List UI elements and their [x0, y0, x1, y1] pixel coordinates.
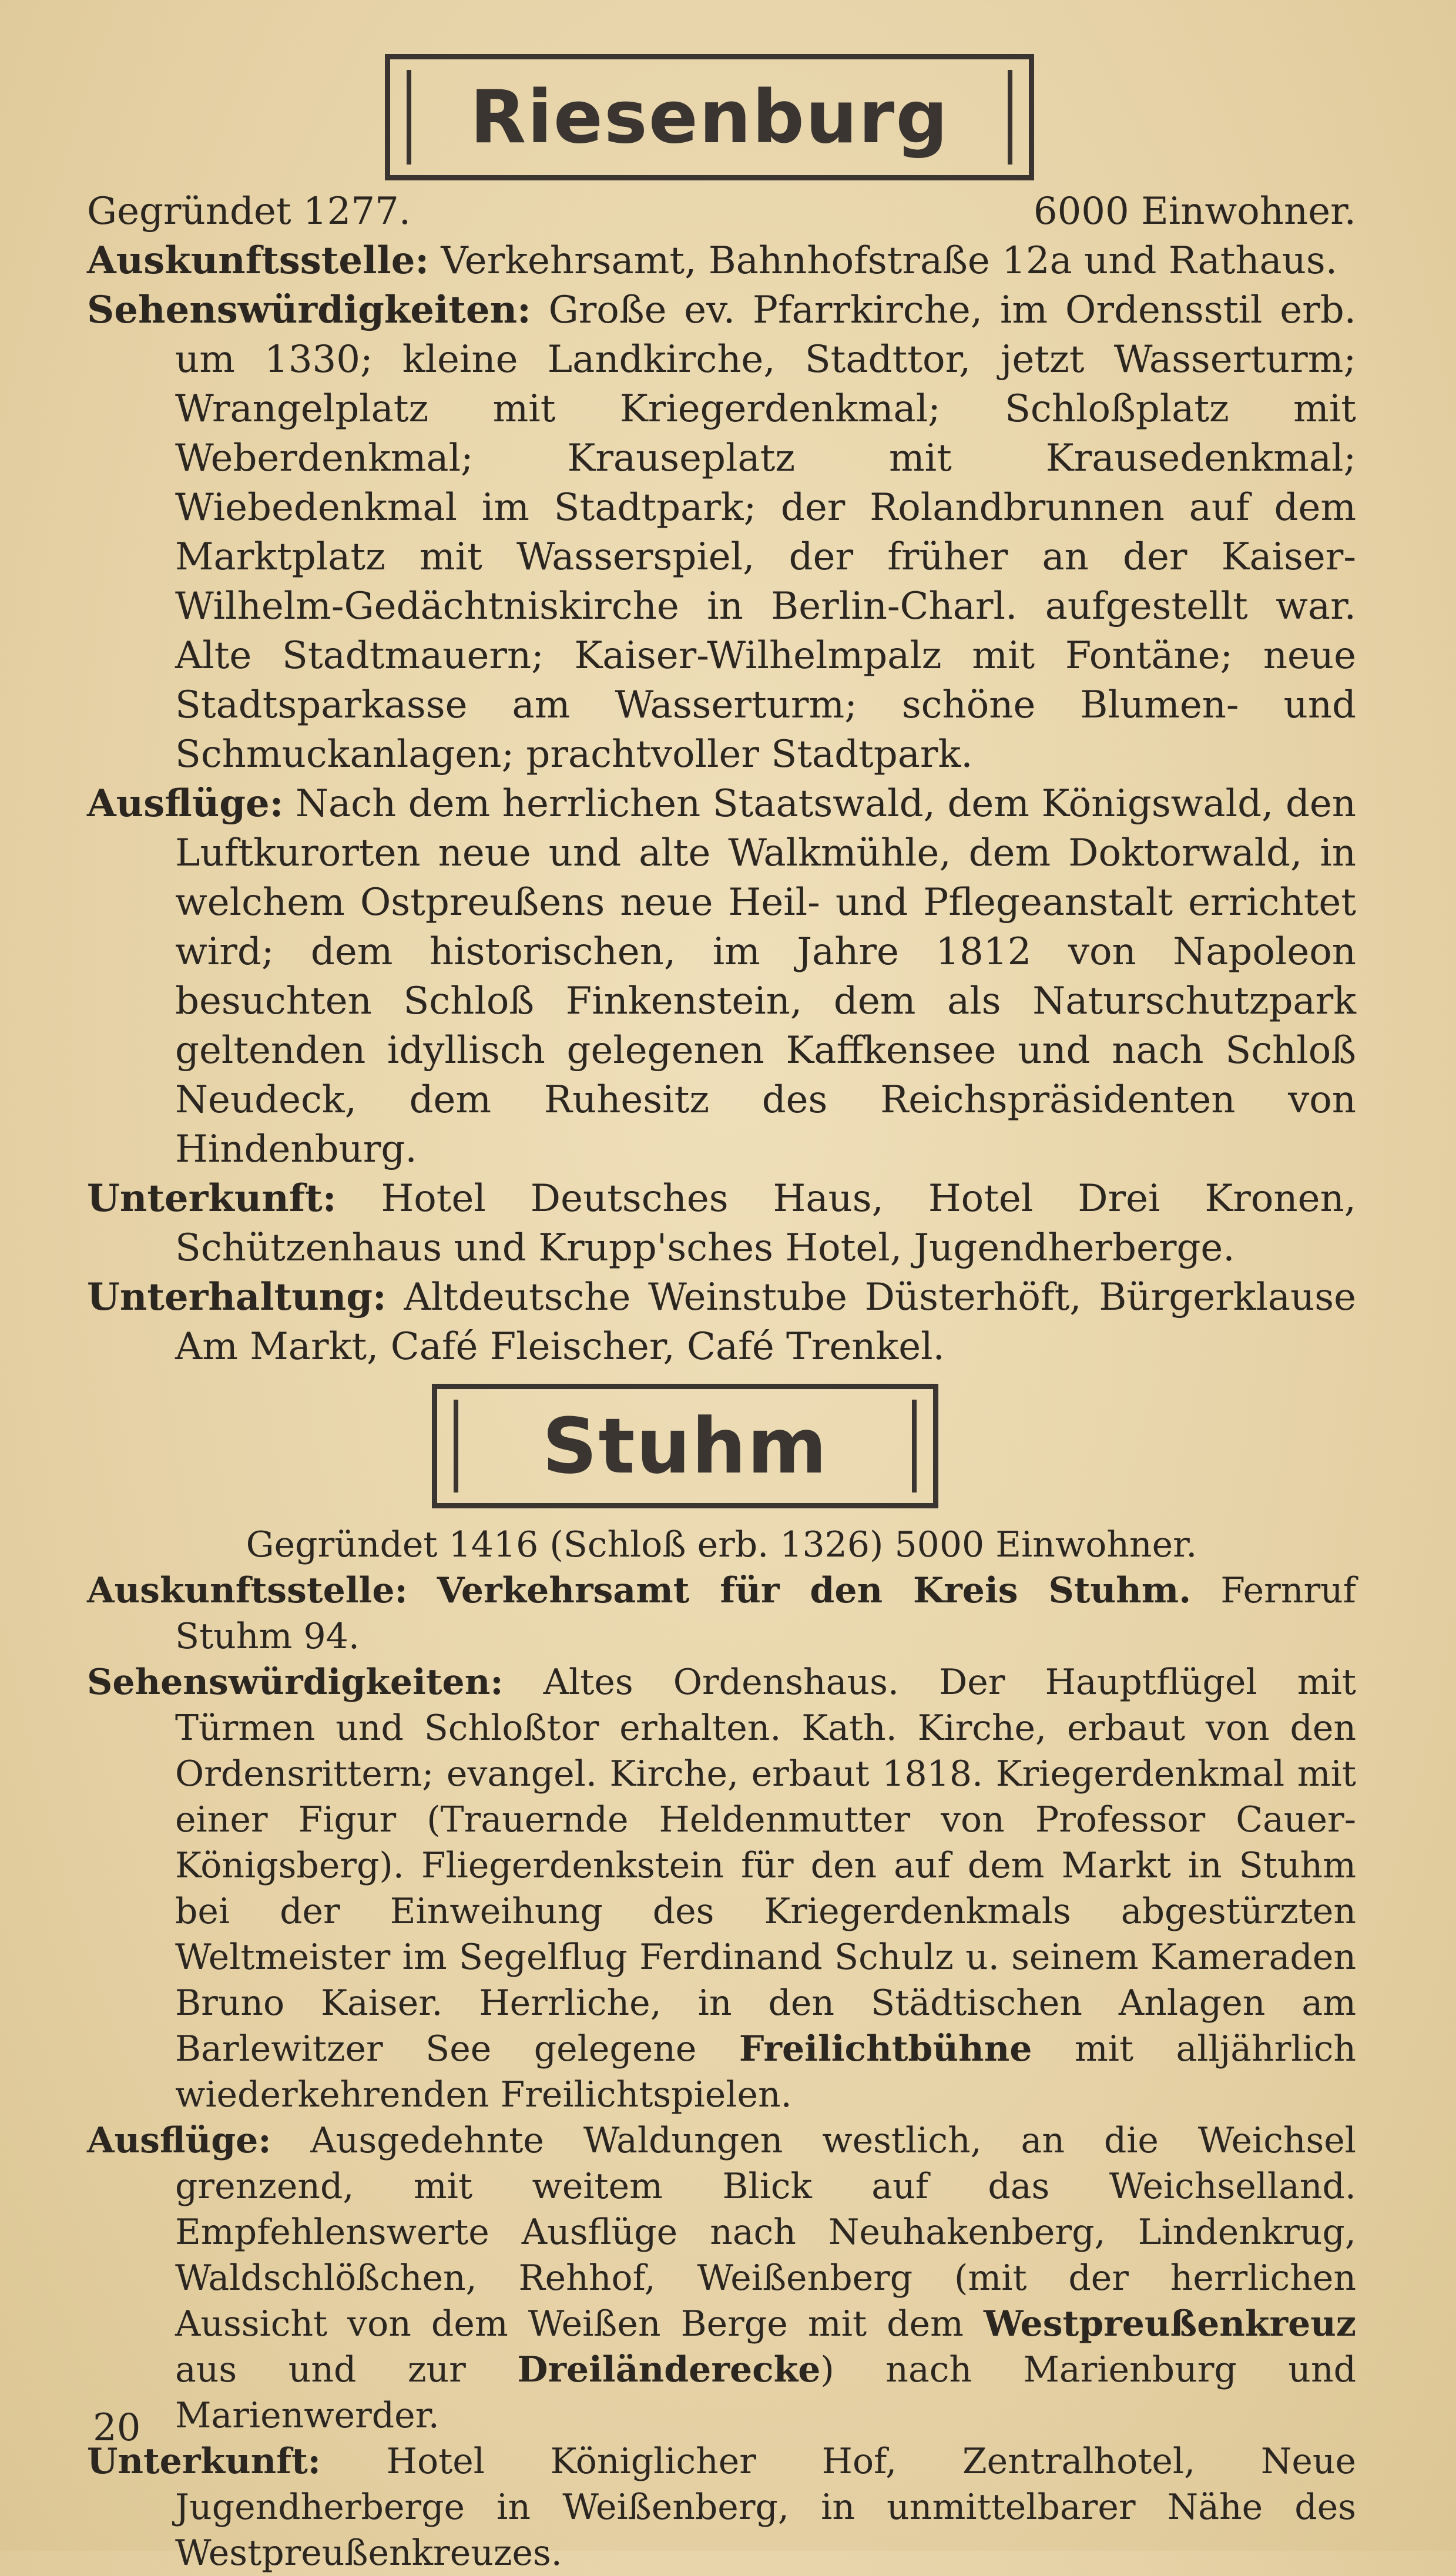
- entry-auskunftsstelle: [87, 1568, 1356, 1659]
- entry-text: aus und zur: [175, 2349, 466, 2390]
- section-title-box-stuhm: [432, 1384, 938, 1508]
- entry-sehenswuerdigkeiten: [87, 286, 1356, 779]
- entry-text: Ausgedehnte Waldungen westlich, an die Weichsel grenzend, mit weitem Blick auf das Weichselland. Empfehlenswerte Ausflüge nach Neuhakenberg, Lindenkrug, Waldschlößchen, Rehhof, Weißenberg (mit der herrlichen Aussicht von dem Weißen Berge mit dem: [175, 2120, 1356, 2344]
- entry-text: Fernruf Stuhm 94.: [175, 1570, 1356, 1657]
- entry-text-bold: Freilichtbühne: [739, 2028, 1032, 2069]
- entry-text: mit alljährlich wiederkehrenden Freilichtspielen.: [175, 2028, 1356, 2115]
- entry-text: Altes Ordenshaus. Der Hauptflügel mit Türmen und Schloßtor erhalten. Kath. Kirche, erbaut von den Ordensrittern; evangel. Kirche, erbaut 1818. Kriegerdenkmal mit einer Figur (Trauernde Heldenmutter von Professor Cauer-Königsberg). Fliegerdenkstein für den auf dem Markt in Stuhm bei der Einweihung des Kriegerdenkmals abgestürzten Weltmeister im Segelflug Ferdinand Schulz u. seinem Kameraden Bruno Kaiser. Herrliche, in den Städtischen Anlagen am Barlewitzer See gelegene: [175, 1662, 1356, 2069]
- population-text: 6000 Einwohner.: [1033, 190, 1356, 233]
- founded-line: [87, 187, 1356, 236]
- entry-text: Verkehrsamt, Bahnhofstraße 12a und Rathaus.: [441, 239, 1338, 283]
- entry-text-bold: Verkehrsamt für den Kreis Stuhm.: [437, 1570, 1192, 1611]
- entry-label: Auskunftsstelle:: [87, 239, 430, 283]
- entry-label: Unterhaltung:: [87, 1275, 387, 1319]
- section-title-stuhm: Stuhm: [542, 1401, 828, 1491]
- section-body-stuhm: [87, 1522, 1356, 2576]
- entry-text: Große ev. Pfarrkirche, im Ordensstil erb. um 1330; kleine Landkirche, Stadttor, jetzt Wasserturm; Wrangelplatz mit Kriegerdenkmal; Schloßplatz mit Weberdenkmal; Krauseplatz mit Krausedenkmal; Wiebedenkmal im Stadtpark; der Rolandbrunnen auf dem Marktplatz mit Wasserspiel, der früher an der Kaiser-Wilhelm-Gedächtniskirche in Berlin-Charl. aufgestellt war. Alte Stadtmauern; Kaiser-Wilhelmpalz mit Fontäne; neue Stadtsparkasse am Wasserturm; schöne Blumen- und Schmuckanlagen; prachtvoller Stadtpark.: [175, 289, 1357, 776]
- entry-ausfluege: [87, 2118, 1356, 2439]
- founded-text: Gegründet 1277.: [87, 190, 411, 233]
- entry-sehenswuerdigkeiten: [87, 1659, 1356, 2118]
- section-title-box-riesenburg: [385, 54, 1034, 180]
- entry-label: Auskunftsstelle:: [87, 1570, 408, 1611]
- entry-text: Hotel Deutsches Haus, Hotel Drei Kronen, Schützenhaus und Krupp'sches Hotel, Jugendherberge.: [175, 1177, 1357, 1270]
- entry-label: Ausflüge:: [87, 2120, 271, 2161]
- section-body-riesenburg: [87, 187, 1356, 1371]
- entry-ausfluege: [87, 779, 1356, 1174]
- page-number: 20: [93, 2406, 141, 2450]
- founded-line: Gegründet 1416 (Schloß erb. 1326) 5000 Einwohner.: [246, 1524, 1197, 1565]
- entry-unterkunft: [87, 1174, 1356, 1273]
- entry-text-bold: Westpreußenkreuz: [984, 2303, 1356, 2344]
- entry-unterkunft: [87, 2439, 1356, 2576]
- entry-label: Unterkunft:: [87, 2441, 321, 2482]
- entry-auskunftsstelle: [87, 236, 1356, 286]
- entry-text-bold: Dreiländerecke: [517, 2349, 821, 2390]
- entry-unterhaltung: [87, 1273, 1356, 1371]
- entry-label: Sehenswürdigkeiten:: [87, 288, 531, 332]
- entry-text: ) nach Marienburg und Marienwerder.: [175, 2349, 1356, 2436]
- entry-label: Ausflüge:: [87, 781, 284, 826]
- entry-text: Altdeutsche Weinstube Düsterhöft, Bürgerklause Am Markt, Café Fleischer, Café Trenkel.: [175, 1276, 1356, 1368]
- entry-text: Hotel Königlicher Hof, Zentralhotel, Neue Jugendherberge in Weißenberg, in unmittelbarer Nähe des Westpreußenkreuzes.: [175, 2441, 1356, 2574]
- entry-label: Sehenswürdigkeiten:: [87, 1662, 504, 1703]
- entry-label: Unterkunft:: [87, 1176, 337, 1220]
- section-title-riesenburg: Riesenburg: [469, 75, 950, 160]
- entry-text: Nach dem herrlichen Staatswald, dem Königswald, den Luftkurorten neue und alte Walkmühle, dem Doktorwald, in welchem Ostpreußens neue Heil- und Pflegeanstalt errichtet wird; dem historischen, im Jahre 1812 von Napoleon besuchten Schloß Finkenstein, dem als Naturschutzpark geltenden idyllisch gelegenen Kaffkensee und nach Schloß Neudeck, dem Ruhesitz des Reichspräsidenten von Hindenburg.: [175, 782, 1357, 1171]
